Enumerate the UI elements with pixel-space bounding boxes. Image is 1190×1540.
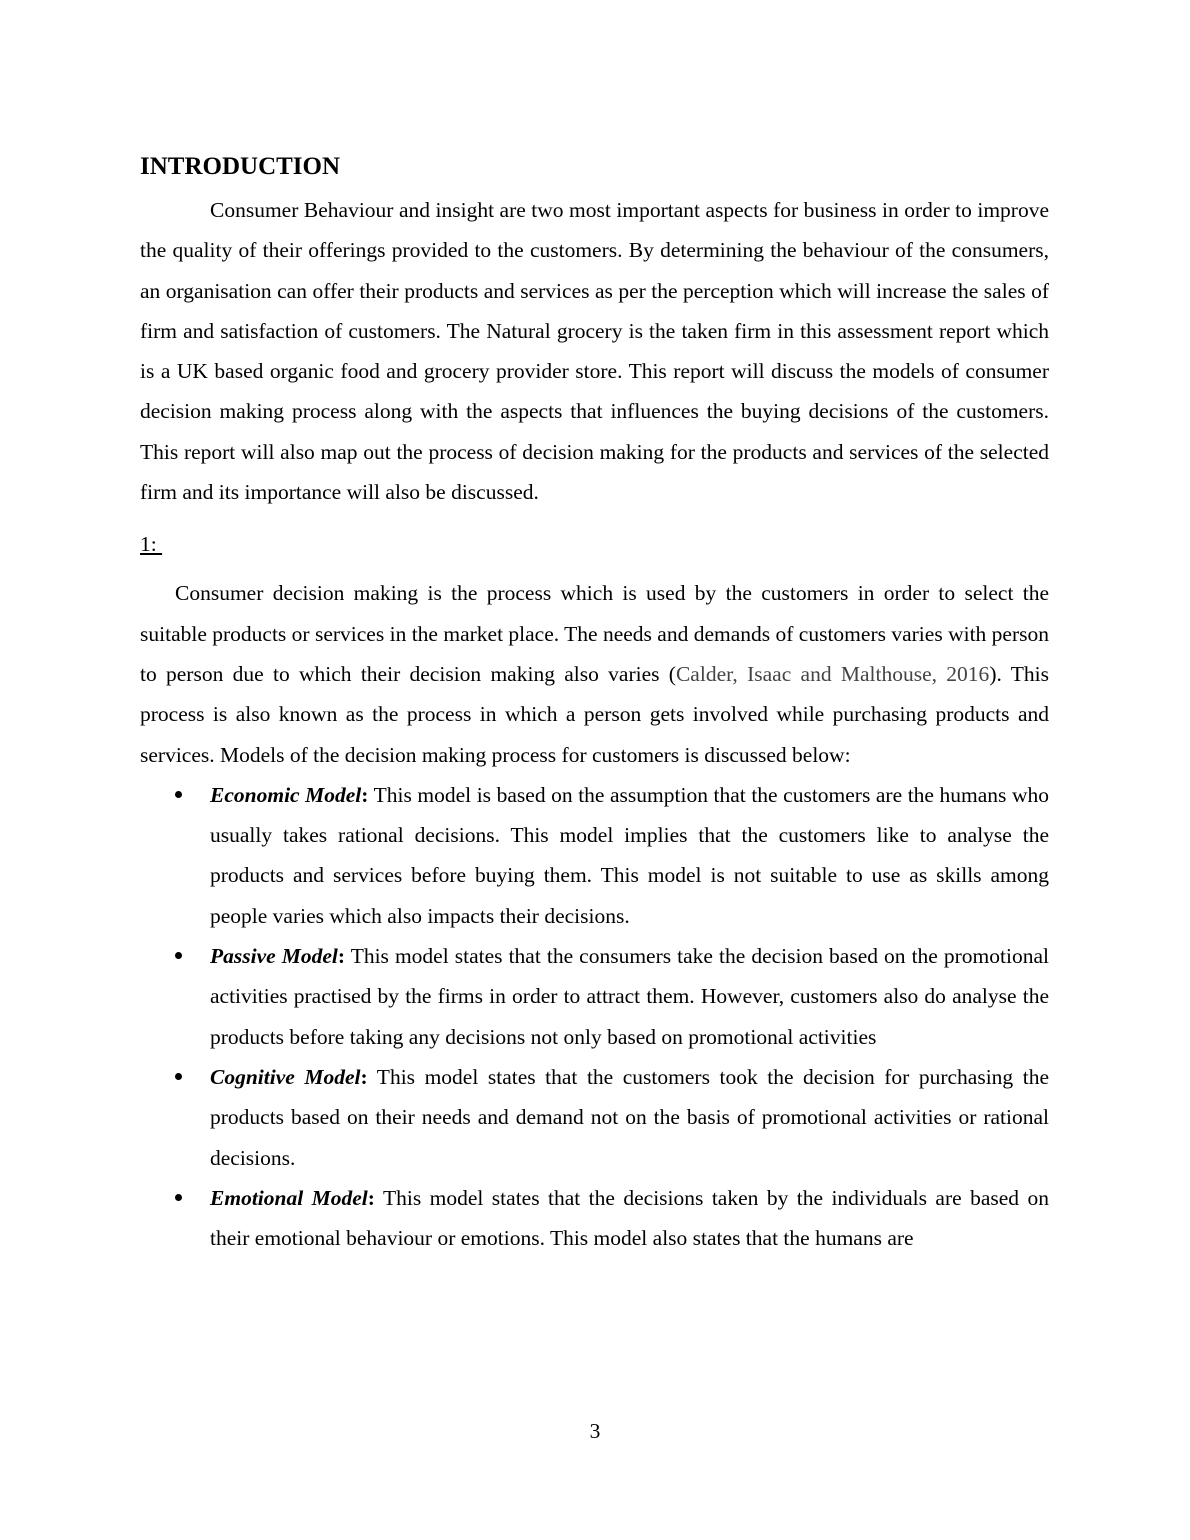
- paragraph-text-after-citation: ). This process is also known as the process in which a person gets involved while purchasing products and services. Models of the decision making process for customers is discussed below:: [140, 661, 1049, 767]
- list-item-emotional-model: [140, 1178, 1049, 1259]
- model-colon: :: [367, 1185, 375, 1210]
- models-list: [140, 775, 1049, 1259]
- model-name: Emotional Model: [210, 1185, 368, 1210]
- bullet-icon: [175, 936, 191, 976]
- page-title: INTRODUCTION: [140, 153, 341, 180]
- list-item-economic-model: [140, 775, 1049, 936]
- list-item-cognitive-model: [140, 1057, 1049, 1178]
- section-number: 1:: [140, 532, 163, 557]
- model-colon: :: [361, 782, 369, 807]
- model-description: This model states that the consumers take the decision based on the promotional activities practised by the firms in order to attract them. However, customers also do analyse the products before taking any decisions not only based on promotional activities: [210, 944, 1049, 1049]
- bullet-icon: [175, 1057, 191, 1097]
- page-number: 3: [589, 1419, 601, 1443]
- bullet-icon: [175, 1178, 191, 1218]
- decision-making-paragraph: [140, 573, 1049, 774]
- model-name: Passive Model: [210, 944, 338, 969]
- page-content: [140, 150, 1049, 1258]
- model-colon: :: [337, 944, 346, 969]
- bullet-icon: [175, 775, 191, 815]
- list-item-passive-model: [140, 936, 1049, 1057]
- model-description: This model states that the customers took the decision for purchasing the products based on their needs and demand not on the basis of promotional activities or rational decisions.: [210, 1064, 1049, 1170]
- model-colon: :: [360, 1064, 368, 1089]
- citation: Calder, Isaac and Malthouse, 2016: [675, 661, 990, 686]
- section-label: [140, 512, 1049, 573]
- model-description: This model states that the decisions taken by the individuals are based on their emotional behaviour or emotions. This model also states that the humans are: [210, 1185, 1049, 1251]
- model-name: Cognitive Model: [210, 1064, 361, 1089]
- intro-paragraph: Consumer Behaviour and insight are two most important aspects for business in order to improve the quality of their offerings provided to the customers. By determining the behaviour of the consumers, an organisation can offer their products and services as per the perception which will increase the sales of firm and satisfaction of customers. The Natural grocery is the taken firm in this assessment report which is a UK based organic food and grocery provider store. This report will discuss the models of consumer decision making process along with the aspects that influences the buying decisions of the customers. This report will also map out the process of decision making for the products and services of the selected firm and its importance will also be discussed.: [140, 198, 1049, 505]
- model-name: Economic Model: [210, 782, 362, 807]
- paragraph-text-before-citation: Consumer decision making is the process which is used by the customers in order to select the suitable products or services in the market place. The needs and demands of customers varies with person to person due to which their decision making also varies (: [140, 581, 1049, 686]
- model-description: This model is based on the assumption that the customers are the humans who usually takes rational decisions. This model implies that the customers like to analyse the products and services before buying them. This model is not suitable to use as skills among people varies which also impacts their decisions.: [210, 782, 1049, 928]
